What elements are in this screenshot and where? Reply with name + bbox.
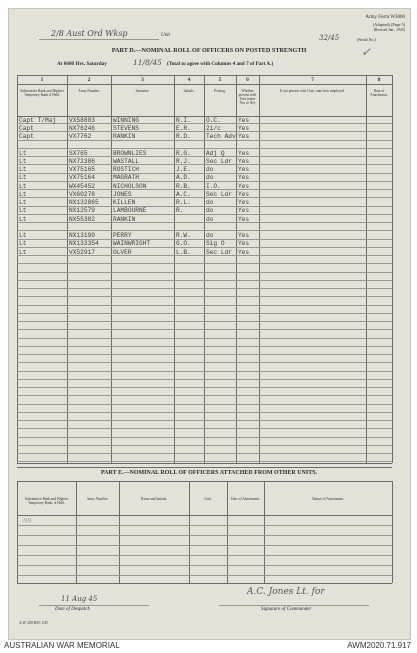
watermark-bar bbox=[0, 641, 417, 653]
row-cell: L.B. bbox=[176, 248, 191, 256]
row-cell: Lt bbox=[19, 190, 27, 198]
row-cell: G.O. bbox=[176, 240, 191, 248]
row-cell: Yes bbox=[238, 215, 250, 223]
column-header: Date of Attachment. bbox=[230, 497, 261, 501]
row-cell: MAGRATH bbox=[113, 174, 139, 182]
row-rule bbox=[17, 575, 392, 576]
row-rule bbox=[17, 461, 392, 462]
row-rule bbox=[17, 296, 392, 297]
row-cell: Adj Q bbox=[206, 149, 225, 157]
row-cell: Sec Ldr bbox=[206, 248, 232, 256]
row-cell: NX76246 bbox=[69, 124, 95, 132]
row-rule bbox=[17, 535, 392, 536]
part-e-header-rule bbox=[17, 515, 392, 516]
row-cell: do bbox=[206, 232, 214, 239]
row-cell: WX45452 bbox=[69, 182, 95, 190]
row-rule bbox=[17, 395, 392, 396]
row-cell: VX58883 bbox=[69, 116, 95, 124]
row-cell: Yes bbox=[238, 174, 250, 182]
row-cell: R.G. bbox=[176, 149, 191, 157]
column-number: 1 bbox=[40, 77, 44, 83]
row-cell: Lt bbox=[19, 248, 27, 256]
printer-mark: A.W. 250 BA5 1/45 bbox=[19, 621, 48, 625]
row-cell: Capt bbox=[19, 133, 34, 140]
column-header: Unit. bbox=[204, 497, 212, 501]
row-cell: Yes bbox=[238, 157, 250, 165]
row-cell: do bbox=[206, 207, 214, 215]
row-cell: Capt bbox=[19, 124, 34, 132]
row-cell: Yes bbox=[238, 240, 250, 248]
column-header: Whether present with Unit (enter Yes or No) bbox=[238, 89, 257, 106]
column-header: Nature of Attachment. bbox=[311, 497, 345, 501]
row-cell: Yes bbox=[238, 190, 250, 198]
column-header: Surname. bbox=[135, 89, 150, 93]
unit-underline bbox=[39, 39, 159, 40]
part-d-title: PART D.—NOMINAL ROLL OF OFFICERS ON POSTED STRENGTH bbox=[111, 47, 307, 54]
column-number: 8 bbox=[377, 77, 381, 83]
row-rule bbox=[17, 338, 392, 339]
column-line bbox=[259, 75, 260, 463]
signature-label: Signature of Commander bbox=[261, 607, 312, 612]
column-header: Posting. bbox=[214, 89, 226, 93]
form-revised: (Revised Jan., 1945) bbox=[373, 28, 405, 32]
row-rule bbox=[17, 263, 392, 264]
row-cell: E.R. bbox=[176, 124, 191, 132]
row-cell: Tech Adv bbox=[206, 133, 236, 140]
row-cell: Yes bbox=[238, 133, 250, 140]
row-cell: R.L. bbox=[176, 199, 191, 206]
row-cell: I.O. bbox=[206, 182, 221, 190]
row-cell: NX12579 bbox=[69, 207, 95, 215]
part-e-top-rule bbox=[17, 467, 392, 468]
row-cell: Lt bbox=[19, 215, 27, 223]
part-d-at-prefix: At 0600 Hrs. Saturday bbox=[57, 61, 107, 67]
row-cell: 2i/c bbox=[206, 124, 221, 132]
row-rule bbox=[17, 525, 392, 526]
row-rule bbox=[17, 272, 392, 273]
row-cell: NX13190 bbox=[69, 232, 95, 239]
row-cell: Yes bbox=[238, 116, 250, 124]
row-rule bbox=[17, 305, 392, 306]
row-cell: NX133354 bbox=[69, 240, 99, 248]
column-header: Army Number. bbox=[78, 89, 100, 93]
row-cell: Lt bbox=[19, 166, 27, 173]
row-rule bbox=[17, 428, 392, 429]
column-number: 6 bbox=[246, 77, 249, 83]
row-rule bbox=[17, 437, 392, 438]
row-rule bbox=[17, 280, 392, 281]
column-header: Substantive Rank and Highest Temporary Rank, if Held. bbox=[24, 497, 69, 506]
row-cell: VX75165 bbox=[69, 166, 95, 173]
row-rule bbox=[17, 387, 392, 388]
column-header: Initials. bbox=[183, 89, 195, 93]
column-header: Name and Initials. bbox=[140, 497, 168, 501]
row-rule bbox=[17, 313, 392, 314]
row-cell: N.I. bbox=[176, 116, 191, 124]
row-rule bbox=[17, 420, 392, 421]
row-cell: Lt bbox=[19, 240, 27, 248]
column-number: 4 bbox=[187, 77, 191, 83]
row-cell: VX75164 bbox=[69, 174, 95, 182]
row-cell: RANKIN bbox=[113, 215, 136, 223]
column-header: Substantive Rank and Highest Temporary Rank if Held. bbox=[20, 89, 64, 98]
row-cell: Sec Ldr bbox=[206, 190, 232, 198]
form-adapted: (Adapted) (Page 3) bbox=[372, 22, 405, 27]
row-cell: O.C. bbox=[206, 116, 221, 124]
dispatch-underline bbox=[39, 605, 149, 606]
row-rule bbox=[17, 379, 392, 380]
row-cell: do bbox=[206, 199, 214, 206]
dispatch-date: 11 Aug 45 bbox=[61, 595, 98, 603]
row-cell: Yes bbox=[238, 149, 250, 157]
row-cell: Yes bbox=[238, 124, 250, 132]
unit-value: 2/8 Aust Ord Wksp bbox=[51, 29, 128, 38]
row-rule bbox=[17, 404, 392, 405]
column-header: Date of Attachment. bbox=[370, 89, 388, 98]
row-rule bbox=[17, 453, 392, 454]
row-cell: R.J. bbox=[176, 157, 191, 165]
row-cell: WINNING bbox=[113, 116, 139, 124]
part-e-bottom-rule bbox=[17, 583, 392, 584]
column-line bbox=[392, 75, 393, 463]
row-cell: JONES bbox=[113, 190, 132, 198]
column-line bbox=[392, 481, 393, 583]
watermark-right: AWM2020.71.917 bbox=[347, 641, 411, 650]
table-bottom-rule bbox=[17, 463, 392, 464]
row-cell: Lt bbox=[19, 182, 27, 190]
column-line bbox=[366, 75, 367, 463]
row-cell: Lt bbox=[19, 157, 27, 165]
row-cell: do bbox=[206, 174, 214, 182]
row-rule bbox=[17, 288, 392, 289]
row-cell: NICHOLSON bbox=[113, 182, 147, 190]
column-line bbox=[17, 75, 18, 463]
row-rule bbox=[17, 354, 392, 355]
row-cell: Lt bbox=[19, 207, 27, 215]
signature-underline bbox=[219, 605, 369, 606]
row-rule bbox=[17, 321, 392, 322]
row-cell: Yes bbox=[238, 248, 250, 256]
part-e-title: PART E.—NOMINAL ROLL OF OFFICERS ATTACHED FROM OTHER UNITS. bbox=[100, 470, 318, 476]
watermark-left: AUSTRALIAN WAR MEMORIAL bbox=[4, 641, 120, 650]
column-number: 3 bbox=[141, 77, 144, 83]
row-cell: Sec Ldr bbox=[206, 157, 232, 165]
row-cell: do bbox=[206, 215, 214, 223]
row-cell: NX72386 bbox=[69, 157, 95, 165]
row-cell: Yes bbox=[238, 166, 250, 173]
row-cell: J.E. bbox=[176, 166, 191, 173]
row-rule bbox=[17, 555, 392, 556]
part-e-entry: NIL bbox=[23, 518, 33, 524]
part-d-at-suffix: (Total to agree with Columns 4 and 7 of Part A.) bbox=[167, 61, 274, 67]
row-cell: STEVENS bbox=[113, 124, 139, 132]
row-cell: VX52917 bbox=[69, 248, 95, 256]
row-cell: R.D. bbox=[176, 133, 191, 140]
row-cell: WASTALL bbox=[113, 157, 139, 165]
row-cell: NX55382 bbox=[69, 215, 95, 223]
part-e-header-top-rule bbox=[17, 481, 392, 482]
row-cell: A.D. bbox=[176, 174, 191, 182]
row-cell: KILLEN bbox=[113, 199, 136, 206]
dispatch-label: Date of Despatch bbox=[55, 607, 90, 612]
row-cell: NX132865 bbox=[69, 199, 99, 206]
row-rule bbox=[17, 565, 392, 566]
unit-label: Unit bbox=[161, 33, 170, 38]
commander-signature: A.C. Jones Lt. for bbox=[247, 587, 325, 597]
row-cell: Yes bbox=[238, 207, 250, 215]
row-rule bbox=[17, 545, 392, 546]
column-line bbox=[111, 75, 112, 463]
row-cell: BROWNLIES bbox=[113, 149, 147, 157]
row-rule bbox=[17, 371, 392, 372]
form-sheet bbox=[8, 8, 411, 640]
row-cell: Sig O bbox=[206, 240, 225, 248]
row-cell: Lt bbox=[19, 199, 27, 206]
row-cell: OLVER bbox=[113, 248, 132, 256]
part-d-date: 11/8/45 bbox=[133, 58, 162, 67]
row-cell: WAINWRIGHT bbox=[113, 240, 151, 248]
row-cell: Capt T/Maj bbox=[19, 116, 57, 124]
row-cell: RANKIN bbox=[113, 133, 136, 140]
column-header: Army Number. bbox=[86, 497, 109, 501]
column-header: If not present with Unit, state how employed. bbox=[279, 89, 346, 93]
column-line bbox=[204, 75, 205, 463]
column-number: 2 bbox=[87, 77, 91, 83]
serial-value: 32/45 bbox=[319, 34, 340, 42]
row-cell: R.B. bbox=[176, 182, 191, 190]
row-cell: LAMBOURNE bbox=[113, 207, 147, 215]
row-cell: R. bbox=[176, 207, 184, 215]
column-line bbox=[174, 75, 175, 463]
initials-mark: ✓ bbox=[361, 45, 372, 59]
row-rule bbox=[17, 362, 392, 363]
column-line bbox=[236, 75, 237, 463]
row-cell: SX765 bbox=[69, 149, 88, 157]
serial-label: (Serial No.) bbox=[357, 37, 376, 42]
row-cell: R.W. bbox=[176, 232, 191, 239]
form-name: Army Form W3000 bbox=[365, 15, 405, 20]
column-line bbox=[67, 75, 68, 463]
row-cell: Lt bbox=[19, 149, 27, 157]
row-rule bbox=[17, 412, 392, 413]
row-cell: ROSTICH bbox=[113, 166, 139, 173]
row-cell: Lt bbox=[19, 174, 27, 182]
row-cell: VX7762 bbox=[69, 133, 92, 140]
row-cell: A.C. bbox=[176, 190, 191, 198]
row-rule bbox=[17, 445, 392, 446]
row-cell: Yes bbox=[238, 232, 250, 239]
row-cell: Yes bbox=[238, 182, 250, 190]
row-rule bbox=[17, 329, 392, 330]
row-cell: VX60278 bbox=[69, 190, 95, 198]
row-cell: do bbox=[206, 166, 214, 173]
row-cell: PERRY bbox=[113, 232, 132, 239]
row-rule bbox=[17, 346, 392, 347]
row-cell: Lt bbox=[19, 232, 27, 239]
column-number: 7 bbox=[311, 77, 314, 83]
column-number: 5 bbox=[218, 77, 222, 83]
row-cell: Yes bbox=[238, 199, 250, 206]
